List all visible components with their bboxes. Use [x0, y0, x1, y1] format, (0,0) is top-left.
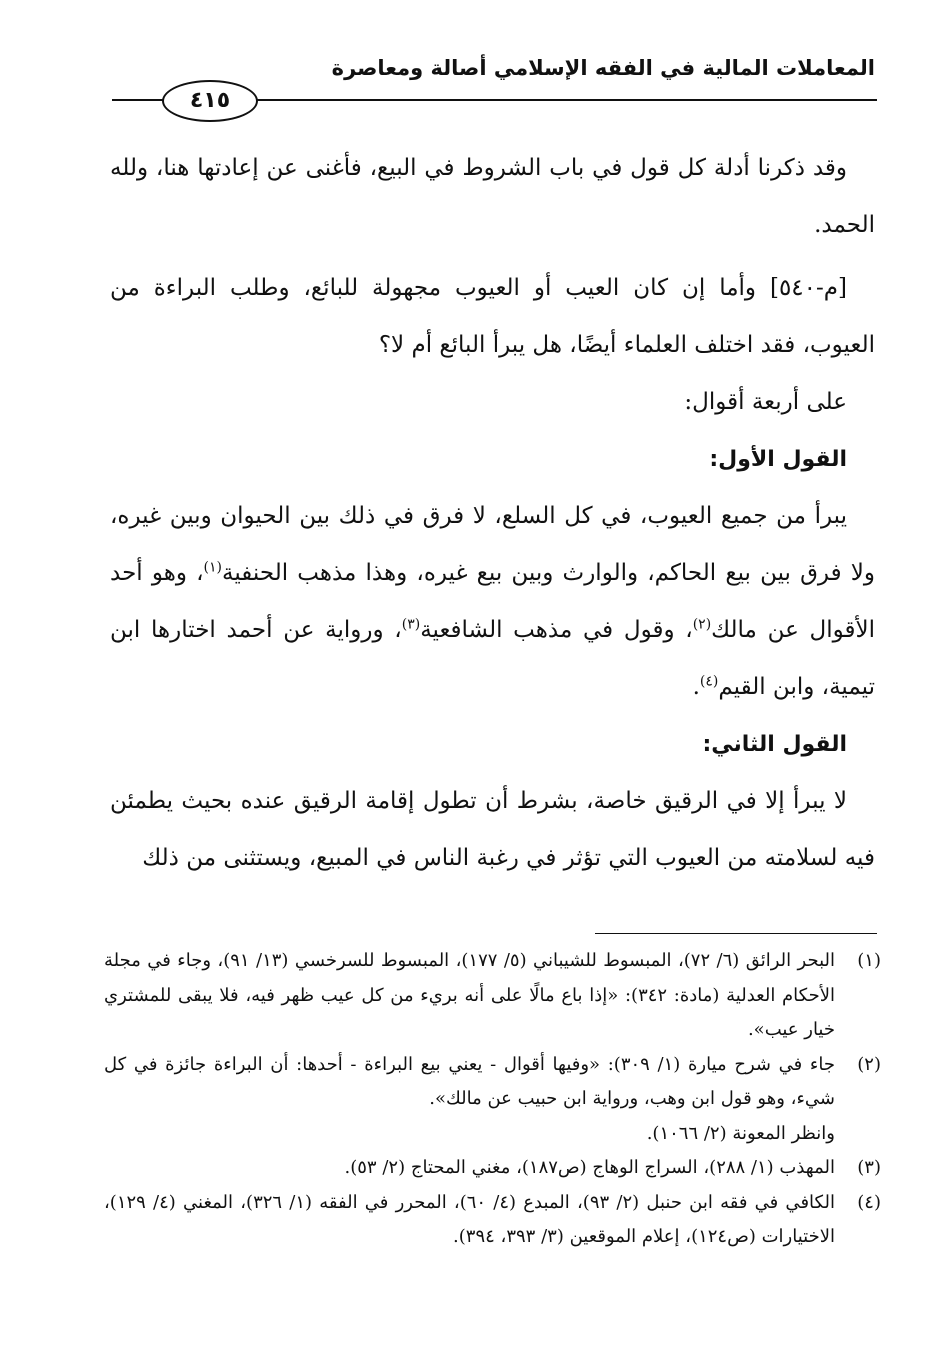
- main-text: [110, 140, 875, 887]
- footnote-text: [104, 1151, 835, 1186]
- heading-first-opinion: القول الأول:: [709, 447, 847, 472]
- heading-second-opinion: القول الثاني:: [702, 732, 847, 757]
- footnote-text: [104, 1048, 835, 1152]
- footnote-line: الكافي في فقه ابن حنبل (٢/ ٩٣)، المبدع (٤/ ٦٠)، المحرر في الفقه (١/ ٣٢٦)، المغني (٤/ ١٢٩)، الاختيارات (ص١٢٤)، إعلام الموقعين (٣/ ٣٩٣، ٣٩٤).: [104, 1191, 835, 1247]
- footnote-ref-3[interactable]: (٣): [401, 616, 421, 633]
- paragraph-5: لا يبرأ إلا في الرقيق خاصة، بشرط أن تطول إقامة الرقيق عنده بحيث يطمئن فيه لسلامته من العيوب التي تؤثر في رغبة الناس في المبيع، ويستثنى من ذلك: [110, 788, 875, 871]
- footnote-1: [104, 944, 881, 1048]
- paragraph-4: [110, 488, 875, 716]
- footnote-text: [104, 1186, 835, 1255]
- footnote-line: وانظر المعونة (٢/ ١٠٦٦).: [646, 1122, 835, 1144]
- footnote-text: [104, 944, 835, 1048]
- paragraph-1: وقد ذكرنا أدلة كل قول في باب الشروط في البيع، فأغنى عن إعادتها هنا، ولله الحمد.: [110, 155, 875, 238]
- footnote-3: [104, 1151, 881, 1186]
- paragraph-4-part-3: ، وقول في مذهب الشافعية: [420, 617, 693, 643]
- running-title: المعاملات المالية في الفقه الإسلامي أصالة ومعاصرة: [331, 56, 875, 80]
- paragraph-4-part-5: .: [692, 674, 700, 700]
- footnote-number: (١): [857, 950, 881, 971]
- page-number: ٤١٥: [162, 80, 258, 122]
- footnote-ref-1[interactable]: (١): [203, 559, 223, 576]
- footnote-2: [104, 1048, 881, 1152]
- footnote-line: المهذب (١/ ٢٨٨)، السراج الوهاج (ص١٨٧)، مغني المحتاج (٢/ ٥٣).: [344, 1157, 835, 1178]
- footnote-number: (٤): [857, 1191, 881, 1213]
- footnote-number: (٣): [857, 1157, 881, 1178]
- footnote-ref-2[interactable]: (٢): [692, 616, 712, 633]
- footnote-ref-4[interactable]: (٤): [699, 673, 719, 690]
- paragraph-4-part-1: يبرأ من جميع العيوب، في كل السلع، لا فرق في ذلك بين الحيوان وبين غيره، ولا فرق بين بيع الحاكم، والوارث وبين بيع غيره، وهذا مذهب الحنفية: [110, 503, 875, 586]
- paragraph-3: على أربعة أقوال:: [684, 389, 847, 415]
- paragraph-2: [م-٥٤٠] وأما إن كان العيب أو العيوب مجهولة للبائع، وطلب البراءة من العيوب، فقد اختلف العلماء أيضًا، هل يبرأ البائع أم لا؟: [110, 275, 875, 358]
- footnote-4: [104, 1186, 881, 1255]
- footnote-number: (٢): [857, 1053, 881, 1075]
- footnotes: [104, 944, 881, 1255]
- paragraph-4-part-2: ، وهو أحد الأقوال عن مالك: [110, 560, 876, 643]
- footnote-line: البحر الرائق (٦/ ٧٢)، المبسوط للشيباني (٥/ ١٧٧)، المبسوط للسرخسي (١٣/ ٩١)، وجاء في مجلة الأحكام العدلية (مادة: ٣٤٢): «إذا باع مالًا على أنه بريء من كل عيب ظهر فيه، فلا يبقى للمشتري خيار عيب».: [104, 950, 835, 1040]
- footnote-separator: [595, 933, 877, 934]
- footnote-line: جاء في شرح ميارة (١/ ٣٠٩): «وفيها أقوال - يعني بيع البراءة - أحدها: أن البراءة جائزة في كل شيء، وهو قول ابن وهب، ورواية ابن حبيب عن مالك».: [104, 1053, 836, 1109]
- paragraph-4-part-4: ، ورواية عن أحمد اختارها ابن تيمية، وابن القيم: [110, 617, 875, 700]
